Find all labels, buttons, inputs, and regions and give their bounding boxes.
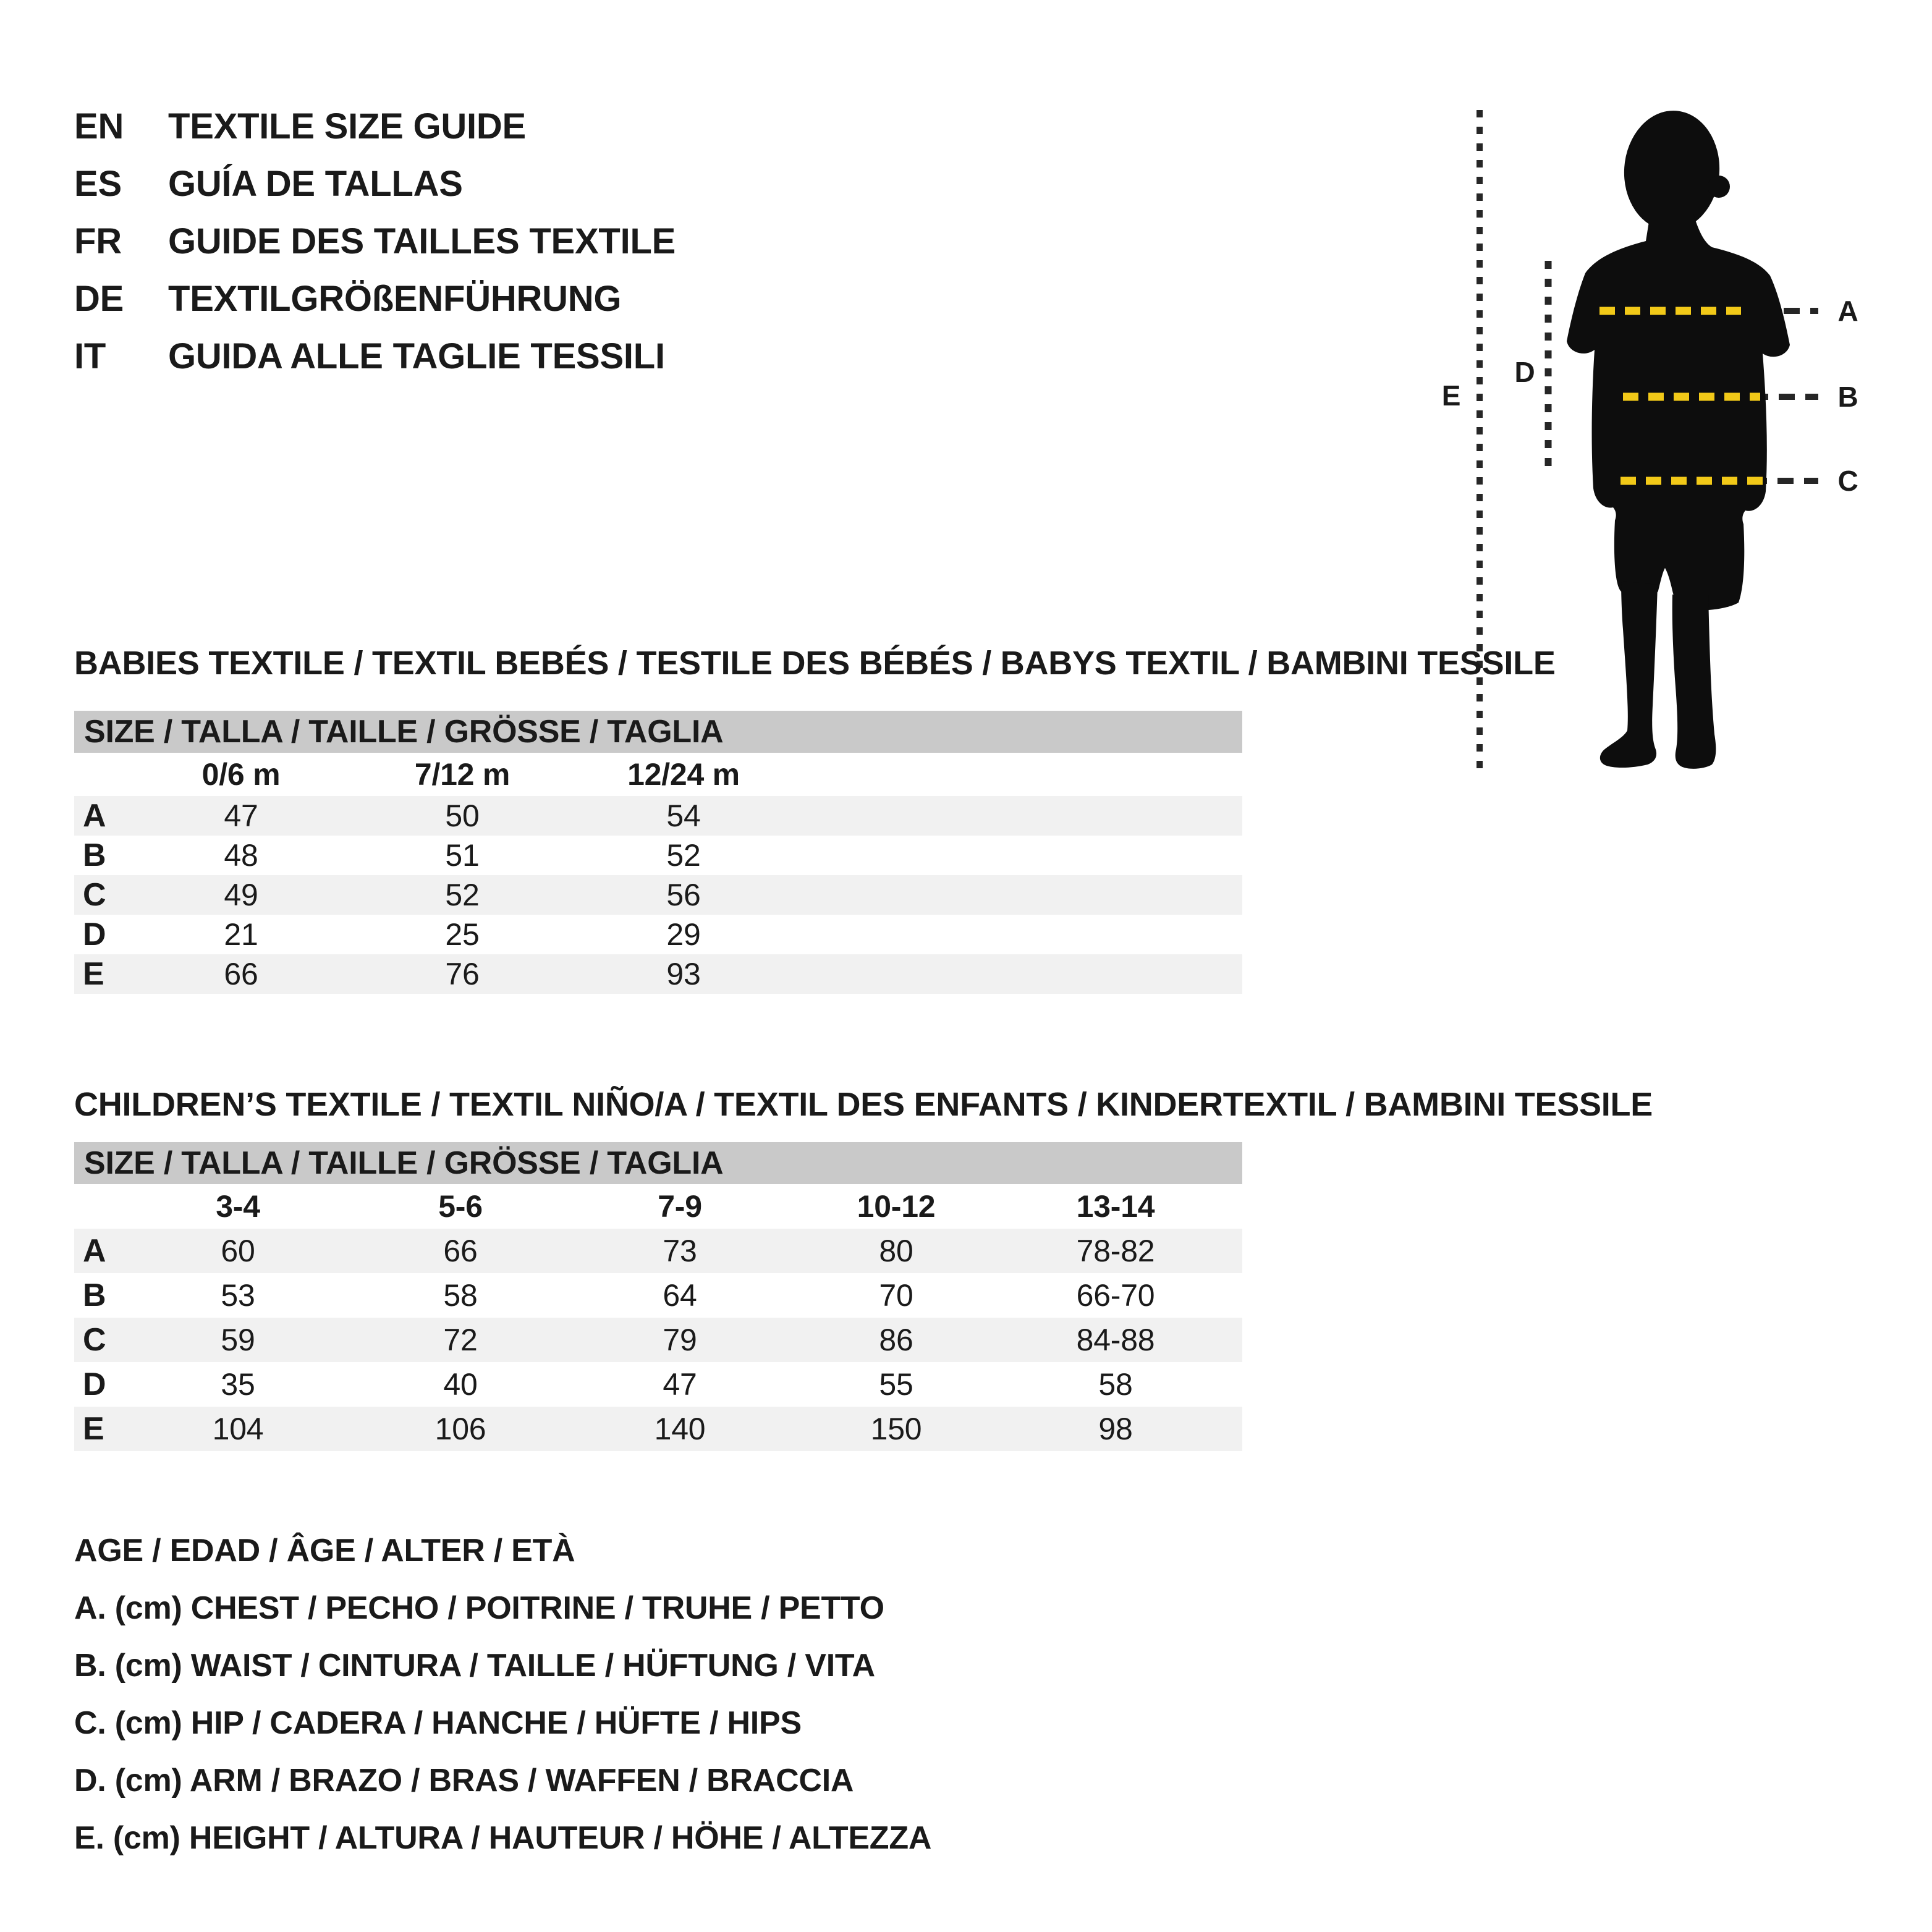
babies-section-heading: BABIES TEXTILE / TEXTIL BEBÉS / TESTILE DES BÉBÉS / BABYS TEXTIL / BAMBINI TESSILE — [74, 645, 1556, 682]
children-size-header-bar — [74, 1142, 1242, 1184]
children-table-row-e — [74, 1407, 1242, 1451]
measurement-figure — [1440, 93, 1910, 822]
language-code: EN — [74, 106, 124, 146]
children-size-header-label: SIZE / TALLA / TAILLE / GRÖSSE / TAGLIA — [84, 1145, 724, 1181]
babies-column-header: 12/24 m — [627, 757, 740, 792]
children-value-cell: 73 — [663, 1234, 697, 1268]
legend-line-2: B. (cm) WAIST / CINTURA / TAILLE / HÜFTUNG / VITA — [74, 1647, 875, 1684]
children-row-label: D — [83, 1366, 106, 1402]
babies-column-header-row — [74, 753, 1242, 796]
language-row-de — [74, 270, 676, 328]
children-row-label: C — [83, 1322, 106, 1358]
figure-label-chest: A — [1837, 295, 1858, 327]
figure-label-height: E — [1441, 379, 1461, 412]
legend-line-1: A. (cm) CHEST / PECHO / POITRINE / TRUHE / PETTO — [74, 1590, 884, 1626]
language-row-en — [74, 98, 676, 155]
children-column-header: 10-12 — [857, 1189, 936, 1224]
children-value-cell: 84-88 — [1076, 1323, 1155, 1357]
children-column-header: 13-14 — [1076, 1189, 1155, 1224]
language-row-fr — [74, 213, 676, 270]
legend-line-4: D. (cm) ARM / BRAZO / BRAS / WAFFEN / BRACCIA — [74, 1762, 854, 1799]
babies-table-row-b — [74, 836, 1242, 875]
language-code: IT — [74, 336, 106, 376]
babies-table-row-e — [74, 954, 1242, 994]
children-value-cell: 106 — [434, 1412, 486, 1446]
children-value-cell: 86 — [879, 1323, 913, 1357]
children-value-cell: 58 — [1098, 1367, 1133, 1402]
babies-size-header-label: SIZE / TALLA / TAILLE / GRÖSSE / TAGLIA — [84, 714, 724, 750]
children-value-cell: 60 — [221, 1234, 255, 1268]
babies-value-cell: 51 — [445, 838, 480, 873]
legend-line-3: C. (cm) HIP / CADERA / HANCHE / HÜFTE / HIPS — [74, 1705, 802, 1741]
babies-value-cell: 93 — [666, 957, 701, 991]
babies-value-cell: 76 — [445, 957, 480, 991]
children-value-cell: 70 — [879, 1278, 913, 1313]
language-code: ES — [74, 164, 122, 204]
babies-value-cell: 48 — [224, 838, 258, 873]
babies-size-header-bar — [74, 711, 1242, 753]
children-value-cell: 98 — [1098, 1412, 1133, 1446]
children-value-cell: 64 — [663, 1278, 697, 1313]
legend-line-5: E. (cm) HEIGHT / ALTURA / HAUTEUR / HÖHE / ALTEZZA — [74, 1820, 932, 1856]
children-value-cell: 78-82 — [1076, 1234, 1155, 1268]
figure-label-arm: D — [1514, 356, 1535, 388]
babies-value-cell: 47 — [224, 799, 258, 833]
children-value-cell: 66-70 — [1076, 1278, 1155, 1313]
children-value-cell: 59 — [221, 1323, 255, 1357]
language-code: FR — [74, 221, 122, 261]
babies-value-cell: 56 — [666, 878, 701, 912]
children-table-row-a — [74, 1229, 1242, 1273]
babies-column-header: 7/12 m — [414, 757, 511, 792]
babies-table-row-a — [74, 796, 1242, 836]
babies-value-cell: 52 — [666, 838, 701, 873]
children-value-cell: 53 — [221, 1278, 255, 1313]
children-value-cell: 80 — [879, 1234, 913, 1268]
language-row-es — [74, 155, 676, 213]
language-code: DE — [74, 279, 124, 319]
children-value-cell: 55 — [879, 1367, 913, 1402]
figure-label-waist: B — [1837, 381, 1858, 413]
language-guide-title: TEXTILGRÖßENFÜHRUNG — [168, 279, 622, 319]
babies-row-label: E — [83, 956, 104, 992]
language-title-list — [74, 98, 676, 385]
language-row-it — [74, 328, 676, 385]
children-value-cell: 35 — [221, 1367, 255, 1402]
children-table-row-b — [74, 1273, 1242, 1318]
babies-table-row-c — [74, 875, 1242, 915]
children-value-cell: 104 — [212, 1412, 264, 1446]
child-silhouette — [1567, 108, 1790, 769]
measurement-legend — [74, 1522, 931, 1866]
children-row-label: E — [83, 1411, 104, 1447]
children-value-cell: 58 — [443, 1278, 478, 1313]
babies-value-cell: 52 — [445, 878, 480, 912]
figure-label-hip: C — [1837, 465, 1858, 497]
babies-value-cell: 66 — [224, 957, 258, 991]
babies-table-row-d — [74, 915, 1242, 954]
children-row-label: B — [83, 1277, 106, 1313]
child-silhouette-diagram — [1440, 93, 1910, 822]
children-value-cell: 47 — [663, 1367, 697, 1402]
language-guide-title: GUIDA ALLE TAGLIE TESSILI — [168, 336, 665, 376]
babies-column-header: 0/6 m — [201, 757, 281, 792]
children-value-cell: 40 — [443, 1367, 478, 1402]
children-column-header-row — [74, 1184, 1242, 1229]
children-column-header: 3-4 — [216, 1189, 260, 1224]
babies-row-label: D — [83, 917, 106, 952]
children-value-cell: 66 — [443, 1234, 478, 1268]
babies-value-cell: 21 — [224, 917, 258, 952]
babies-value-cell: 49 — [224, 878, 258, 912]
babies-size-table — [74, 711, 1242, 994]
babies-value-cell: 54 — [666, 799, 701, 833]
children-section-heading: CHILDREN’S TEXTILE / TEXTIL NIÑO/A / TEXTIL DES ENFANTS / KINDERTEXTIL / BAMBINI TESSILE — [74, 1086, 1653, 1123]
language-guide-title: GUIDE DES TAILLES TEXTILE — [168, 221, 676, 261]
children-value-cell: 79 — [663, 1323, 697, 1357]
children-row-label: A — [83, 1233, 106, 1269]
babies-row-label: C — [83, 877, 106, 913]
children-value-cell: 72 — [443, 1323, 478, 1357]
children-table-row-d — [74, 1362, 1242, 1407]
babies-value-cell: 25 — [445, 917, 480, 952]
children-value-cell: 140 — [654, 1412, 706, 1446]
children-value-cell: 150 — [870, 1412, 922, 1446]
babies-row-label: A — [83, 798, 106, 834]
babies-row-label: B — [83, 837, 106, 873]
children-size-table — [74, 1142, 1242, 1451]
babies-value-cell: 50 — [445, 799, 480, 833]
children-table-row-c — [74, 1318, 1242, 1362]
language-guide-title: GUÍA DE TALLAS — [168, 164, 463, 204]
language-guide-title: TEXTILE SIZE GUIDE — [168, 106, 526, 146]
children-column-header: 7-9 — [658, 1189, 702, 1224]
babies-value-cell: 29 — [666, 917, 701, 952]
children-column-header: 5-6 — [438, 1189, 483, 1224]
legend-line-0: AGE / EDAD / ÂGE / ALTER / ETÀ — [74, 1532, 575, 1569]
